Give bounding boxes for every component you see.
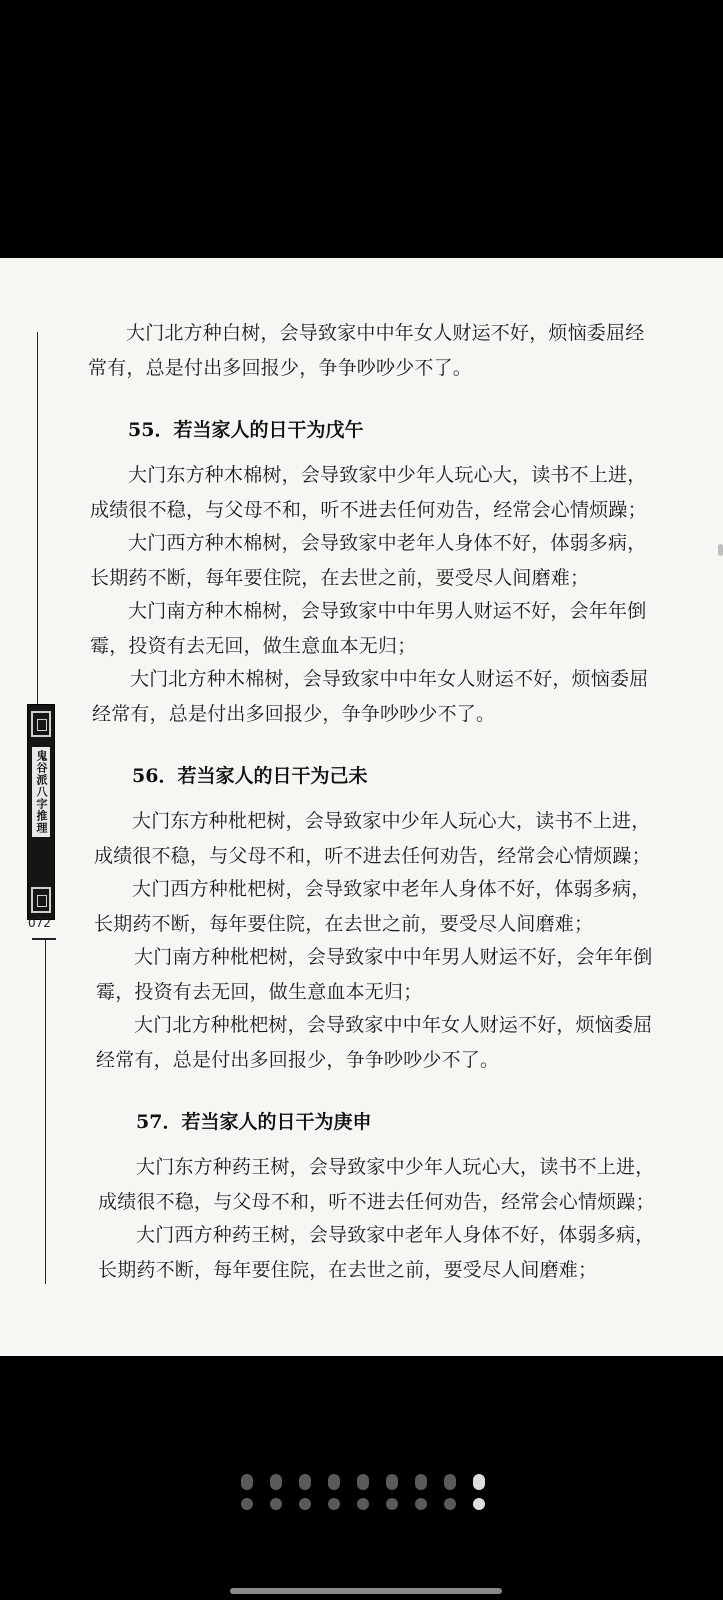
- paragraph: 大门北方种枇杷树，会导致家中中年女人财运不好，烦恼委屈经常有，总是付出多回报少，争争吵吵少不了。: [96, 1014, 653, 1071]
- paragraph: 大门南方种木棉树，会导致家中中年男人财运不好，会年年倒霉，投资有去无回，做生意血本无归；: [90, 600, 647, 657]
- book-spine-label: [27, 704, 55, 920]
- page-pill[interactable]: [415, 1474, 427, 1490]
- ornament-top-icon: [31, 711, 51, 737]
- page-dot[interactable]: [357, 1498, 369, 1510]
- page-pill[interactable]: [386, 1474, 398, 1490]
- ornament-bottom-icon: [31, 887, 51, 913]
- page-pill[interactable]: [357, 1474, 369, 1490]
- spine-title: 鬼谷派八字推理: [32, 747, 50, 837]
- paragraph: 大门东方种木棉树，会导致家中少年人玩心大，读书不上进，成绩很不稳，与父母不和，听不进去任何劝告，经常会心情烦躁；: [90, 464, 647, 521]
- paragraph: 大门东方种枇杷树，会导致家中少年人玩心大，读书不上进，成绩很不稳，与父母不和，听不进去任何劝告，经常会心情烦躁；: [94, 810, 651, 867]
- paragraph: 大门西方种木棉树，会导致家中老年人身体不好，体弱多病，长期药不断，每年要住院，在去世之前，要受尽人间磨难；: [90, 532, 647, 589]
- section-heading-55: 55．若当家人的日干为戊午: [128, 419, 364, 441]
- page-dot[interactable]: [241, 1498, 253, 1510]
- page-pill[interactable]: [473, 1474, 485, 1490]
- page-dot[interactable]: [299, 1498, 311, 1510]
- page-indicator-dots[interactable]: [241, 1498, 485, 1510]
- paragraph: 大门西方种药王树，会导致家中老年人身体不好，体弱多病，长期药不断，每年要住院，在去世之前，要受尽人间磨难；: [98, 1224, 655, 1281]
- page-pill[interactable]: [328, 1474, 340, 1490]
- page-dot[interactable]: [415, 1498, 427, 1510]
- page-pill[interactable]: [299, 1474, 311, 1490]
- margin-rule-bottom: [45, 940, 46, 1284]
- paragraph: 大门北方种木棉树，会导致家中中年女人财运不好，烦恼委屈经常有，总是付出多回报少，争争吵吵少不了。: [92, 668, 649, 725]
- document-page: [0, 258, 723, 1356]
- section-heading-57: 57．若当家人的日干为庚申: [136, 1111, 372, 1133]
- page-pill[interactable]: [270, 1474, 282, 1490]
- margin-rule-top: [37, 332, 38, 710]
- scroll-indicator[interactable]: [718, 544, 723, 556]
- margin-tick: [32, 938, 56, 940]
- page-dot[interactable]: [473, 1498, 485, 1510]
- page-pill[interactable]: [241, 1474, 253, 1490]
- paragraph-intro: 大门北方种白树，会导致家中中年女人财运不好，烦恼委屈经常有，总是付出多回报少，争争吵吵少不了。: [88, 322, 645, 379]
- paragraph: 大门东方种药王树，会导致家中少年人玩心大，读书不上进，成绩很不稳，与父母不和，听不进去任何劝告，经常会心情烦躁；: [98, 1156, 655, 1213]
- home-indicator[interactable]: [230, 1588, 502, 1594]
- page-dot[interactable]: [444, 1498, 456, 1510]
- page-number: 072: [28, 916, 51, 930]
- paragraph: 大门南方种枇杷树，会导致家中中年男人财运不好，会年年倒霉，投资有去无回，做生意血本无归；: [96, 946, 653, 1003]
- page-dot[interactable]: [386, 1498, 398, 1510]
- page-dot[interactable]: [270, 1498, 282, 1510]
- page-pill[interactable]: [444, 1474, 456, 1490]
- paragraph: 大门西方种枇杷树，会导致家中老年人身体不好，体弱多病，长期药不断，每年要住院，在去世之前，要受尽人间磨难；: [94, 878, 651, 935]
- section-heading-56: 56．若当家人的日干为己未: [132, 765, 368, 787]
- page-indicator-pills[interactable]: [241, 1474, 485, 1490]
- page-dot[interactable]: [328, 1498, 340, 1510]
